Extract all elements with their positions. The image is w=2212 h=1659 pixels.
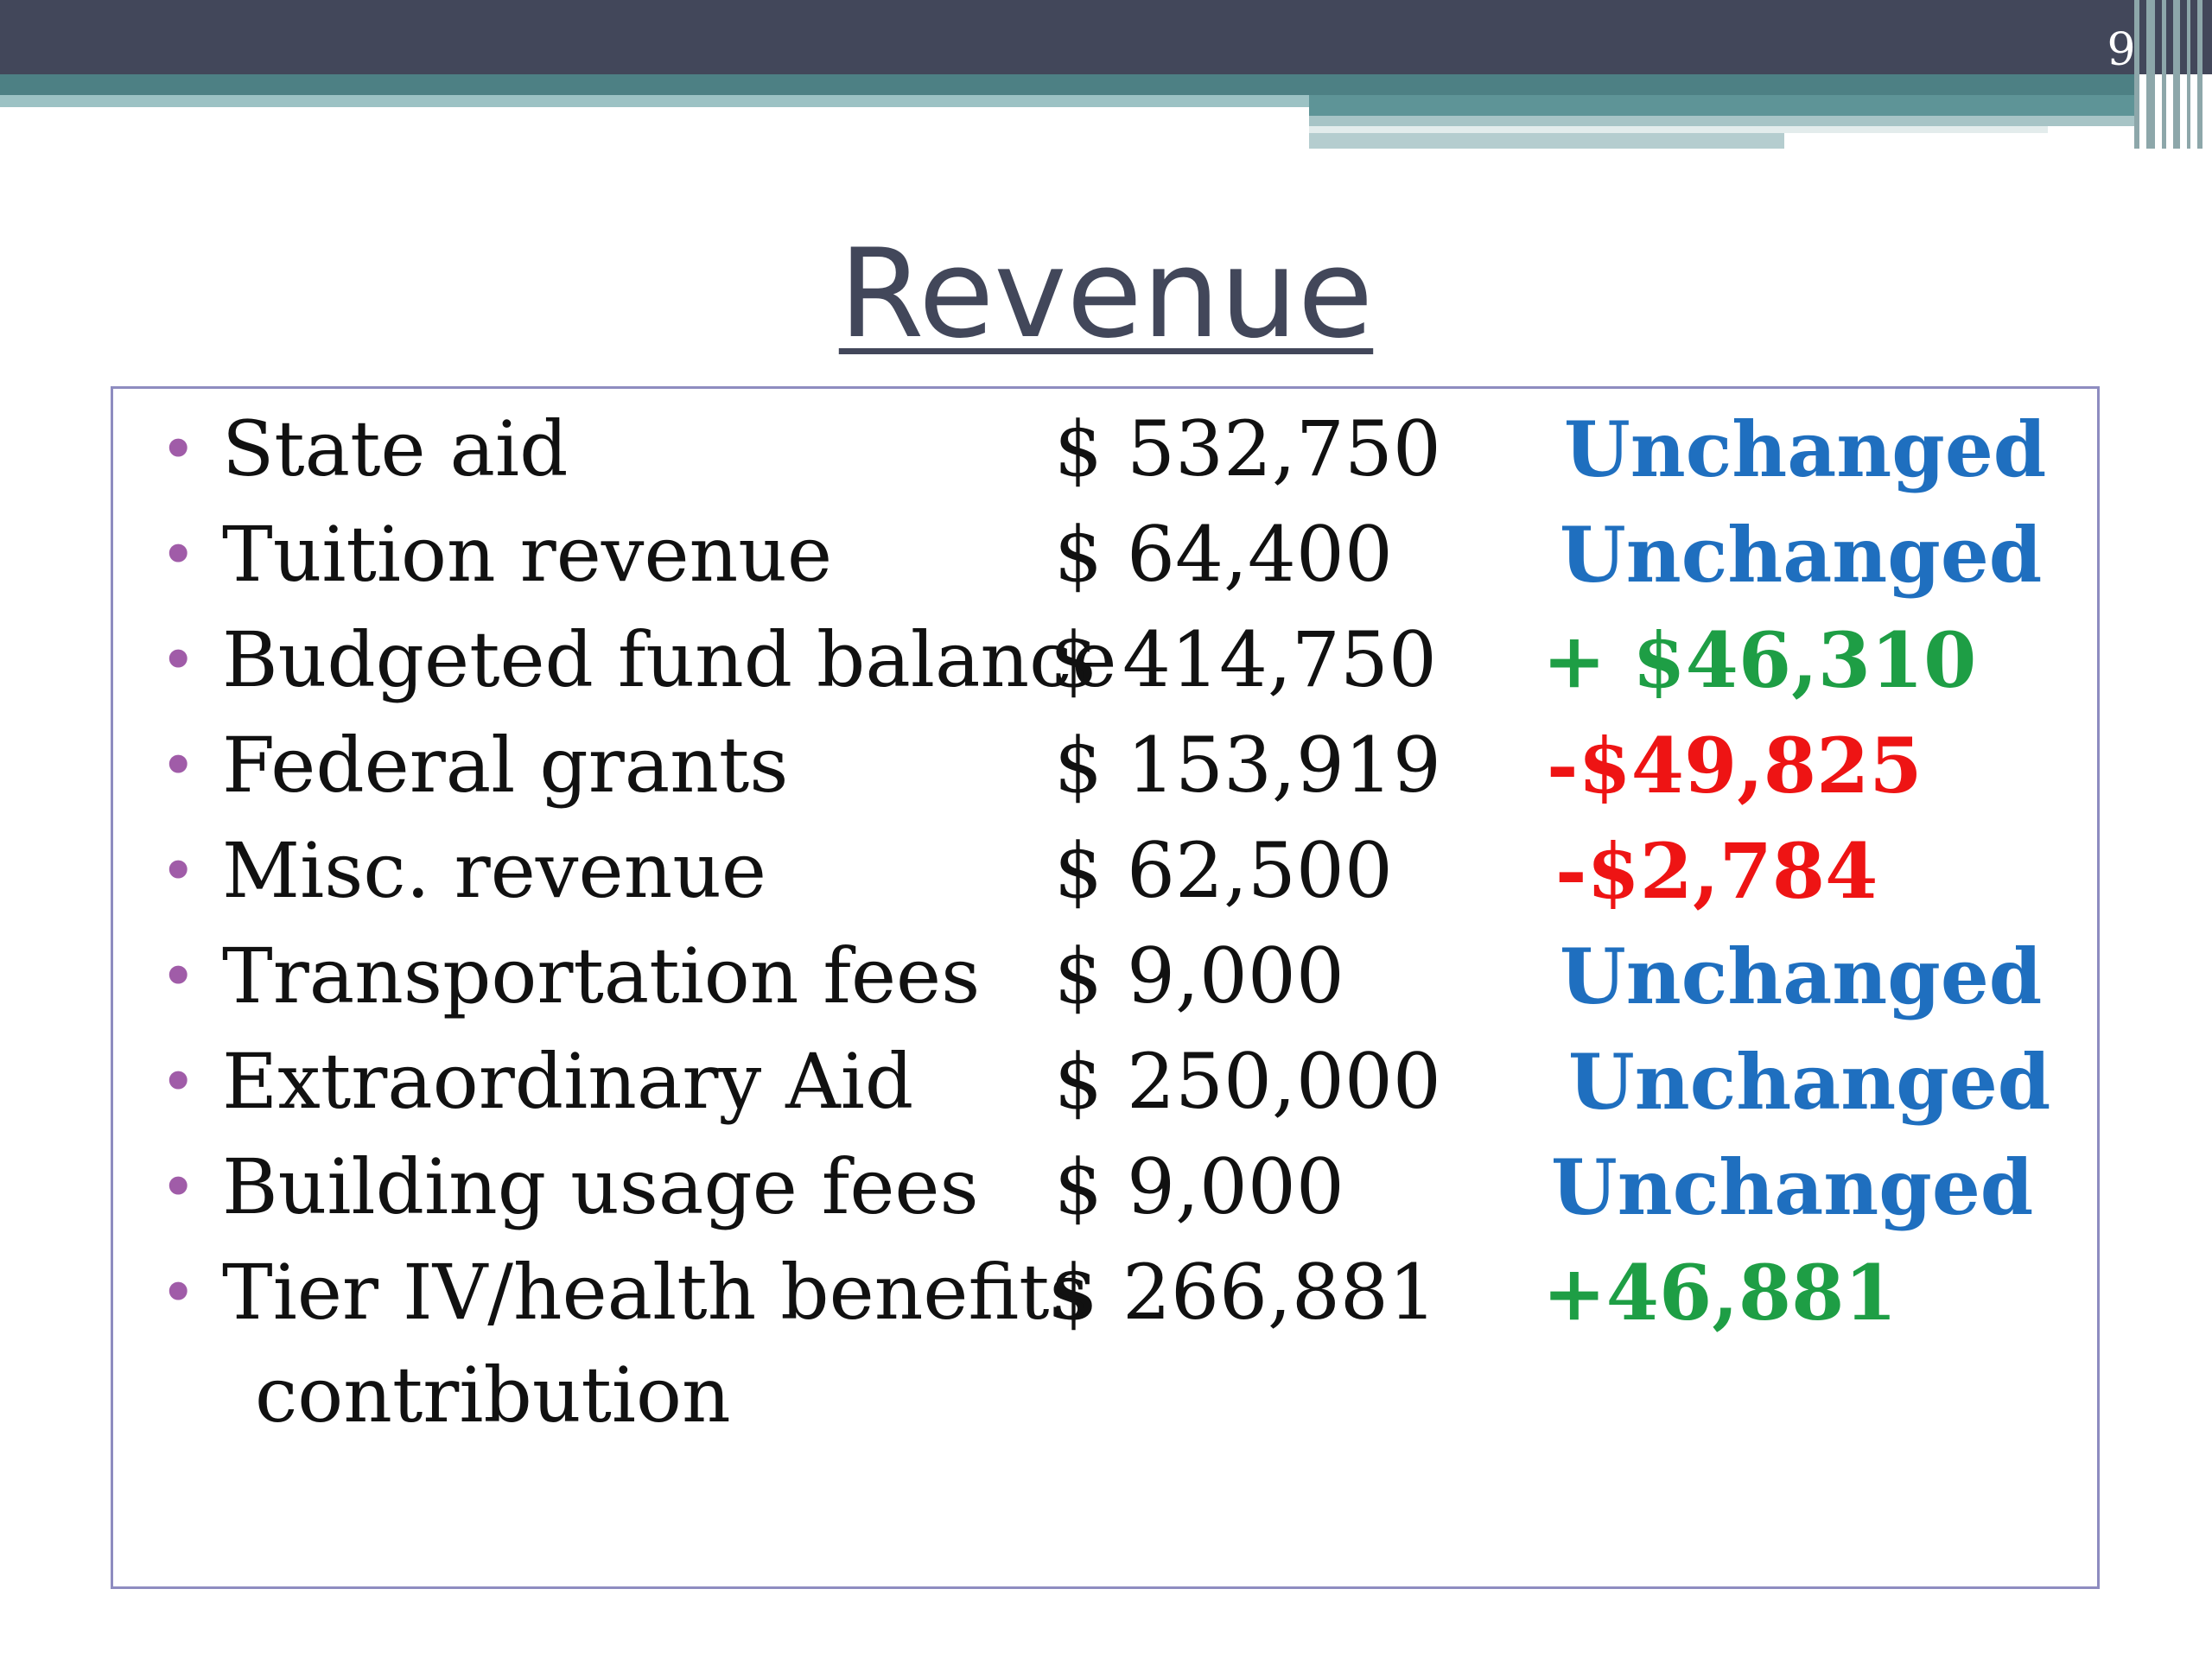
header-stripe — [2187, 0, 2190, 149]
item-amount: $ 9,000 — [1054, 1142, 1344, 1231]
header-bar — [0, 0, 2212, 74]
slide-title: Revenue — [838, 223, 1374, 365]
item-amount: $ 250,000 — [1054, 1037, 1441, 1126]
bullet-icon: • — [160, 624, 197, 696]
item-label: Misc. revenue — [222, 826, 767, 915]
header-stripe — [2173, 0, 2180, 149]
item-amount: $ 153,919 — [1054, 721, 1441, 810]
item-change: Unchanged — [1560, 931, 2043, 1021]
item-label: Extraordinary Aid — [222, 1037, 914, 1126]
header-accent-band — [1309, 95, 2134, 116]
bullet-icon: • — [160, 835, 197, 907]
item-amount: $ 414,750 — [1050, 615, 1437, 704]
bullet-icon: • — [160, 1256, 197, 1329]
bullet-icon: • — [160, 413, 197, 486]
item-amount: $ 9,000 — [1054, 931, 1344, 1020]
item-change: Unchanged — [1568, 1037, 2051, 1127]
item-label: Transportation fees — [222, 931, 981, 1020]
item-label: Budgeted fund balance — [222, 615, 1117, 704]
bullet-icon: • — [160, 1046, 197, 1118]
item-change: Unchanged — [1564, 404, 2047, 494]
item-change: -$2,784 — [1555, 826, 1878, 916]
item-change: Unchanged — [1551, 1142, 2034, 1232]
item-label: Tier IV/health benefits — [222, 1248, 1089, 1337]
item-label-continuation: contribution — [255, 1351, 731, 1440]
item-amount: $ 62,500 — [1054, 826, 1393, 915]
header-accent-band — [0, 74, 2134, 95]
bullet-icon: • — [160, 518, 197, 591]
header-accent-band — [1309, 133, 1784, 149]
item-change: +46,881 — [1542, 1248, 1897, 1338]
item-amount: $ 64,400 — [1054, 510, 1393, 599]
header-accent-band — [1309, 126, 2048, 133]
item-amount: $ 266,881 — [1050, 1248, 1437, 1337]
item-label: Building usage fees — [222, 1142, 979, 1231]
slide-number: 9 — [2107, 24, 2136, 76]
item-change: Unchanged — [1560, 510, 2043, 600]
header-accent-band — [1309, 116, 2134, 126]
bullet-icon: • — [160, 940, 197, 1013]
bullet-icon: • — [160, 1151, 197, 1224]
bullet-icon: • — [160, 729, 197, 802]
item-label: State aid — [222, 404, 569, 493]
header-stripe — [2197, 0, 2202, 149]
header-stripe — [2146, 0, 2155, 149]
header-accent-band — [0, 95, 1309, 107]
item-amount: $ 532,750 — [1054, 404, 1441, 493]
item-label: Tuition revenue — [222, 510, 833, 599]
header-stripe — [2162, 0, 2166, 149]
item-change: + $46,310 — [1542, 615, 1977, 705]
item-change: -$49,825 — [1547, 721, 1923, 810]
item-label: Federal grants — [222, 721, 789, 810]
